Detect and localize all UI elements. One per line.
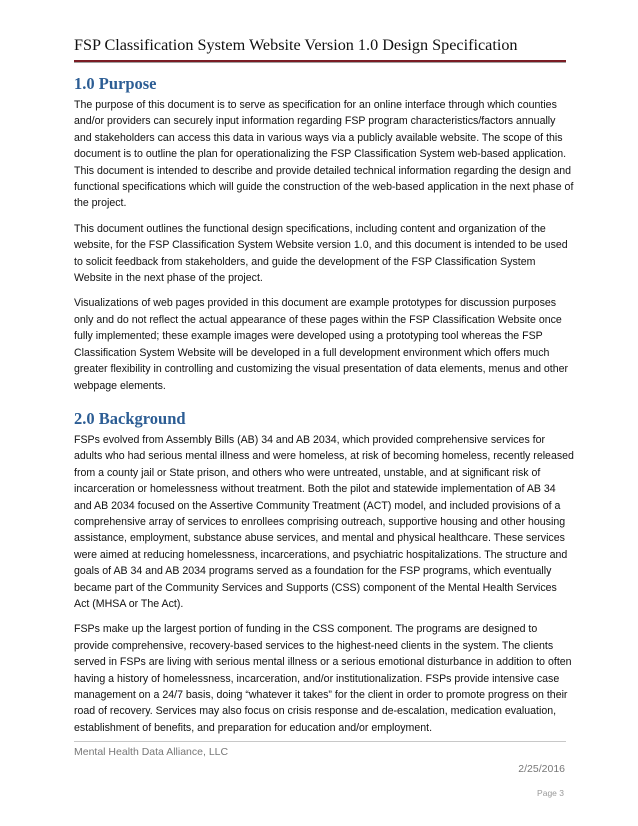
paragraph: This document outlines the functional design specifications, including content and organization of the website, for the FSP Classification System Website version 1.0, and this document is intended to be used to solicit feedback from stakeholders, and guide the development of the FSP Classification System Website in the next phase of the project. [74,222,568,285]
paragraph: FSPs make up the largest portion of funding in the CSS component. The programs are designed to provide comprehensive, recovery-based services to the highest-need clients in the system. The clients served in FSPs are living with serious mental illness or a serious emotional disturbance in addition to often having a history of homelessness, incarceration, and/or institutionalization. FSPs provide intensive case management on a 24/7 basis, doing “whatever it takes” for the client in order to promote progress on their road of recovery. Services may also focus on crisis response and de-escalation, medication evaluation, establishment of benefits, and preparation for education and/or employment. [74,623,572,734]
section-heading: 2.0 Background [74,408,186,428]
page-number: Page 3 [537,788,564,798]
footer-date: 2/25/2016 [518,763,565,775]
purpose-section [74,74,574,394]
paragraph: The purpose of this document is to serve as specification for an online interface through which counties and/or providers can securely input information regarding FSP program characteristics/factors annually and stakeholders can access this data in various ways via a publicly available website. The scope of this document is to outline the plan for operationalizing the FSP Classification System web-based application. This document is intended to describe and provide detailed technical information regarding the design and functional specifications which will guide the construction of the web-based application in the next phase of the project. [74,99,574,210]
paragraph: Visualizations of web pages provided in this document are example prototypes for discussion purposes only and do not reflect the actual appearance of these pages within the FSP Classification Website once fully implemented; these example images were developed using a prototyping tool whereas the FSP Classification System Website will be developed in a full development environment which offers much greater flexibility in controlling and customizing the visual presentation of data elements, menus and other webpage elements. [74,297,569,392]
paragraph: FSPs evolved from Assembly Bills (AB) 34 and AB 2034, which provided comprehensive services for adults who had serious mental illness and were homeless, at risk of becoming homeless, recently released from a county jail or State prison, and others who were untreated, unstable, and at significant risk of incarceration or homelessness without treatment. Both the pilot and statewide implementation of AB 34 and AB 2034 focused on the Assertive Community Treatment (ACT) model, and included provisions of a comprehensive array of services to enrollees comprising outreach, supportive housing and other housing assistance, employment, substance abuse services, and mental and physical healthcare. These services were aimed at reducing homelessness, incarcerations, and psychiatric hospitalizations. The structure and goals of AB 34 and AB 2034 programs served as a foundation for the FSP programs, which eventually became part of the Community Services and Supports (CSS) component of the Mental Health Services Act (MHSA or The Act). [74,433,574,610]
background-section [74,409,574,736]
footer-divider [74,741,566,742]
document-body [74,74,574,745]
header-divider [74,60,566,63]
footer-organization: Mental Health Data Alliance, LLC [74,746,229,758]
section-heading: 1.0 Purpose [74,74,157,93]
document-header-title: FSP Classification System Website Version 1.0 Design Specification [74,36,518,54]
